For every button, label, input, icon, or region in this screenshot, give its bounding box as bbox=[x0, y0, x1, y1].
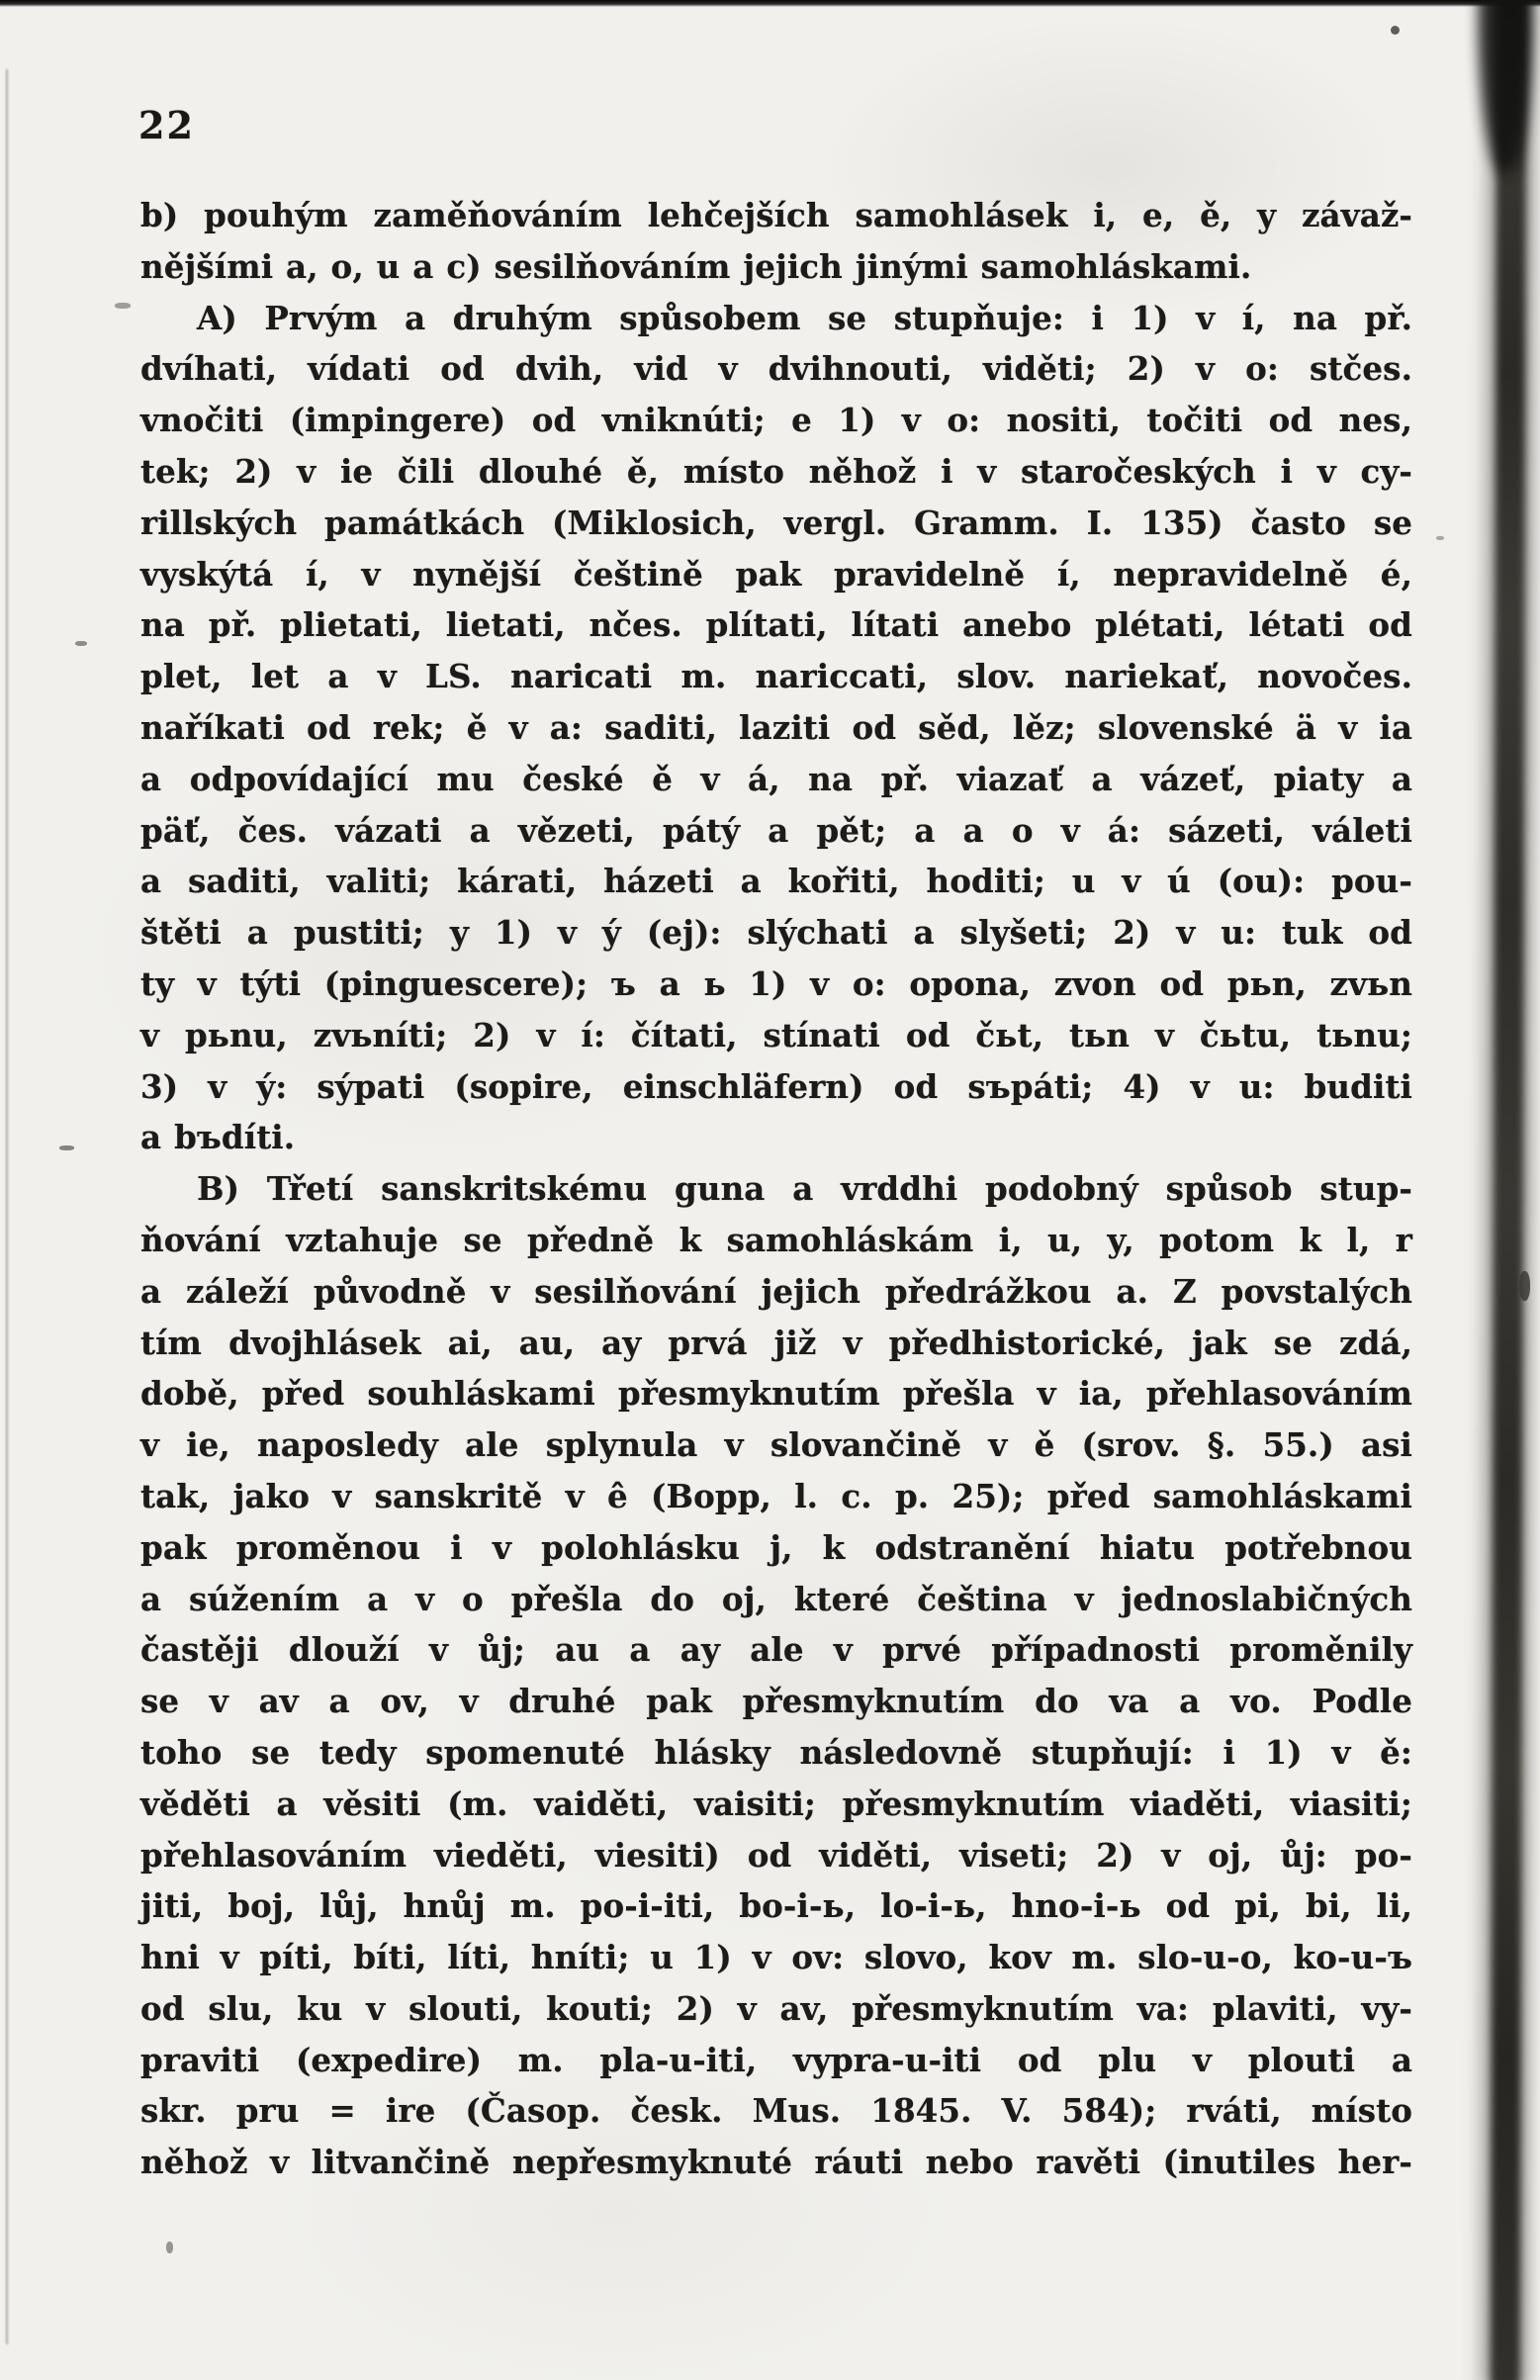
text-line: častěji dlouží v ůj; au a ay ale v prvé případnosti proměnily bbox=[140, 1630, 1412, 1670]
text-line: ňování vztahuje se předně k samohláskám i, u, y, potom k l, r bbox=[140, 1220, 1412, 1259]
text-line: pak proměnou i v polohlásku j, k odstranění hiatu potřebnou bbox=[140, 1527, 1412, 1567]
text-line: tak, jako v sanskritě v ê (Bopp, l. c. p. 25); před samohláskami bbox=[140, 1476, 1412, 1515]
text-line: a záleží původně v sesilňování jejich předrážkou a. Z povstalých bbox=[140, 1271, 1412, 1311]
text-line: 3) v ý: sýpati (sopire, einschläfern) od sъpáti; 4) v u: buditi bbox=[140, 1066, 1412, 1106]
text-line: nějšími a, o, u a c) sesilňováním jejich jinými samohláskami. bbox=[140, 246, 1252, 286]
text-line: dvíhati, vídati od dvih, vid v dvihnouti, viděti; 2) v o: stčes. bbox=[140, 349, 1412, 389]
text-line: v pьnu, zvьníti; 2) v í: čítati, stínati od čьt, tьn v čьtu, tьnu; bbox=[140, 1015, 1412, 1054]
text-line: věděti a věsiti (m. vaiděti, vaisiti; přesmyknutím viaděti, viasiti; bbox=[140, 1784, 1412, 1823]
text-line: štěti a pustiti; y 1) v ý (ej): slýchati a slyšeti; 2) v u: tuk od bbox=[140, 913, 1412, 953]
text-line: něhož v litvančině nepřesmyknuté ráuti nebo ravěti (inutiles her- bbox=[140, 2143, 1412, 2182]
scan-edge-left bbox=[6, 69, 8, 2344]
text-line: hni v píti, bíti, líti, hníti; u 1) v ov: slovo, kov m. slo-u-o, ko-u-ъ bbox=[140, 1938, 1412, 1977]
text-line: plet, let a v LS. naricati m. nariccati, slov. nariekať, novočes. bbox=[140, 657, 1412, 696]
text-line: době, před souhláskami přesmyknutím přešla v ia, přehlasováním bbox=[140, 1374, 1412, 1414]
text-line: a súžením a v o přešla do oj, které čeština v jednoslabičných bbox=[140, 1579, 1412, 1618]
scan-speck bbox=[115, 303, 131, 309]
text-line: B) Třetí sanskritskému guna a vrddhi podobný spůsob stup- bbox=[197, 1169, 1412, 1209]
text-line: naříkati od rek; ě v a: saditi, laziti od sěd, lěz; slovenské ä v ia bbox=[140, 707, 1412, 747]
text-line: a odpovídající mu české ě v á, na př. viazať a vázeť, piaty a bbox=[140, 759, 1412, 798]
text-line: päť, čes. vázati a vězeti, pátý a pět; a a o v á: sázeti, váleti bbox=[140, 810, 1412, 850]
text-line: přehlasováním vieděti, viesiti) od viděti, viseti; 2) v oj, ůj: po- bbox=[140, 1835, 1412, 1875]
scan-edge-top bbox=[0, 0, 1540, 7]
scan-gutter-shadow bbox=[1491, 0, 1526, 2380]
text-block bbox=[140, 190, 1412, 2188]
text-line: vyskýtá í, v nynější češtině pak pravidelně í, nepravidelně é, bbox=[140, 554, 1412, 594]
text-line: jiti, boj, lůj, hnůj m. po-i-iti, bo-i-ь, lo-i-ь, hno-i-ь od pi, bi, li, bbox=[140, 1886, 1412, 1926]
scan-speck bbox=[1436, 536, 1444, 540]
text-line: a saditi, valiti; kárati, házeti a kořiti, hoditi; u v ú (ou): pou- bbox=[140, 862, 1412, 901]
text-line: rillských památkách (Miklosich, vergl. Gramm. I. 135) často se bbox=[140, 503, 1412, 542]
text-line: ty v týti (pinguescere); ъ a ь 1) v o: opona, zvon od pьn, zvьn bbox=[140, 963, 1412, 1003]
text-line: se v av a ov, v druhé pak přesmyknutím do va a vo. Podle bbox=[140, 1682, 1412, 1721]
text-line: na př. plietati, lietati, nčes. plítati, lítati anebo plétati, létati od bbox=[140, 605, 1412, 645]
text-line: tím dvojhlásek ai, au, ay prvá již v předhistorické, jak se zdá, bbox=[140, 1323, 1412, 1362]
text-line: A) Prvým a druhým spůsobem se stupňuje: i 1) v í, na př. bbox=[197, 298, 1412, 337]
text-line: v ie, naposledy ale splynula v slovančině v ě (srov. §. 55.) asi bbox=[140, 1425, 1412, 1465]
scan-speck bbox=[59, 1145, 74, 1150]
scan-speck bbox=[166, 2242, 173, 2253]
text-line: a bъdíti. bbox=[140, 1118, 296, 1157]
scan-speck bbox=[75, 641, 87, 646]
text-line: vnočiti (impingere) od vniknúti; e 1) v o: nositi, točiti od nes, bbox=[140, 401, 1412, 440]
text-line: praviti (expedire) m. pla-u-iti, vypra-u-iti od plu v plouti a bbox=[140, 2040, 1412, 2079]
text-line: b) pouhým zaměňováním lehčejších samohlásek i, e, ě, y závaž- bbox=[140, 196, 1412, 234]
text-line: skr. pru = ire (Časop. česk. Mus. 1845. V. 584); rváti, místo bbox=[140, 2091, 1412, 2131]
text-line: tek; 2) v ie čili dlouhé ě, místo něhož i v staročeských i v cy- bbox=[140, 451, 1412, 491]
scan-speck bbox=[1391, 26, 1400, 35]
page-number: 22 bbox=[138, 103, 195, 147]
text-line: toho se tedy spomenuté hlásky následovně stupňují: i 1) v ě: bbox=[140, 1732, 1412, 1772]
text-line: od slu, ku v slouti, kouti; 2) v av, přesmyknutím va: plaviti, vy- bbox=[140, 1988, 1412, 2028]
scan-speck bbox=[1519, 1271, 1530, 1301]
